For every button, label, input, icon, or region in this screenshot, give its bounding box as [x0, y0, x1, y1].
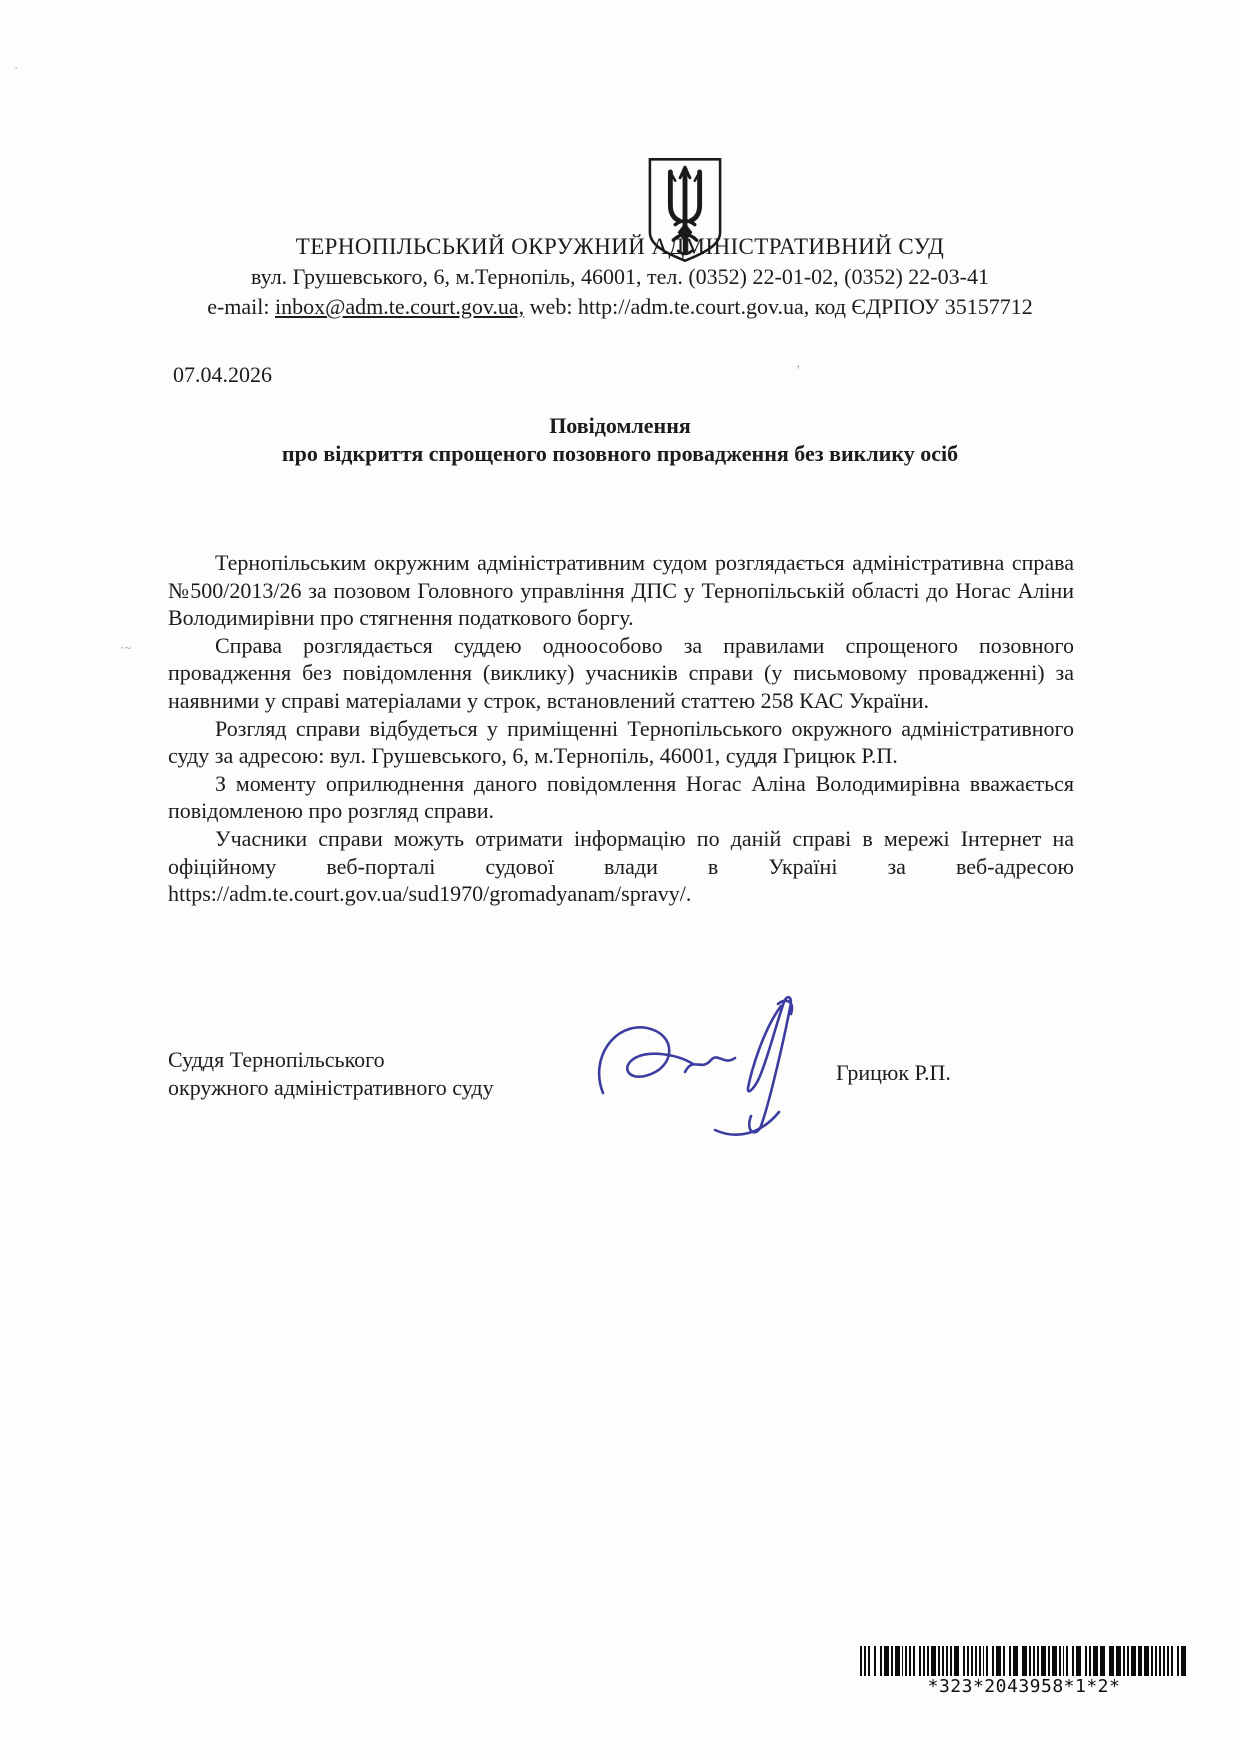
barcode-icon: [860, 1646, 1188, 1676]
scan-artifact: ·~: [120, 640, 132, 655]
handwritten-signature: [585, 988, 845, 1148]
signer-role: [168, 1046, 494, 1102]
title-line-2: про відкриття спрощеного позовного провадження без виклику осіб: [281, 440, 959, 466]
paragraph-case-info: Тернопільським окружним адміністративним судом розглядається адміністративна справа №500/2013/26 за позовом Головного управління ДПС у Тернопільській області до Ногас Аліни Володимирівни про стягнення податкового боргу.: [168, 550, 1074, 631]
barcode-block: [860, 1646, 1188, 1697]
web-and-edrpou-text: web: http://adm.te.court.gov.ua, код ЄДРПОУ 35157712: [524, 294, 1033, 319]
signer-role-line-1: Суддя Тернопільського: [168, 1047, 385, 1072]
paragraph-web-info: Учасники справи можуть отримати інформацію по даній справі в мережі Інтернет на офіційному веб-порталі судової влади в Україні за веб-адресою https://adm.te.court.gov.ua/sud1970/gromadyanam/spravy/.: [168, 825, 1074, 907]
signer-name: Грицюк Р.П.: [836, 1060, 951, 1085]
court-address-line: вул. Грушевського, 6, м.Тернопіль, 46001, тел. (0352) 22-01-02, (0352) 22-03-41: [251, 264, 989, 289]
paragraph-procedure: Справа розглядається суддею одноособово за правилами спрощеного позовного провадження без повідомлення (виклику) учасників справи (у письмовому провадженні) за наявними у справі матеріалами у строк, встановлений статтею 258 КАС України.: [168, 632, 1074, 713]
email-label: e-mail:: [207, 294, 275, 319]
document-title: [0, 412, 1240, 467]
barcode-caption: *323*2043958*1*2*: [927, 1676, 1121, 1697]
document-date: 07.04.2026: [173, 362, 272, 387]
paragraph-hearing-location: Розгляд справи відбудеться у приміщенні Тернопільського окружного адміністративного суду за адресою: вул. Грушевського, 6, м.Тернопіль, 46001, суддя Грицюк Р.П.: [168, 715, 1074, 769]
email-link-text: inbox@adm.te.court.gov.ua,: [275, 294, 525, 319]
court-contacts-line: [0, 294, 1240, 320]
court-name: ТЕРНОПІЛЬСЬКИЙ ОКРУЖНИЙ АДМІНІСТРАТИВНИЙ СУД: [295, 234, 945, 259]
document-body: [168, 549, 1074, 908]
scan-artifact: ’: [796, 362, 801, 377]
signer-role-line-2: окружного адміністративного суду: [168, 1075, 494, 1100]
title-line-1: Повідомлення: [549, 413, 691, 438]
scan-artifact: ·: [14, 60, 19, 75]
paragraph-notification: З моменту оприлюднення даного повідомлення Ногас Аліна Володимирівна вважається повідомленою про розгляд справи.: [168, 770, 1074, 824]
